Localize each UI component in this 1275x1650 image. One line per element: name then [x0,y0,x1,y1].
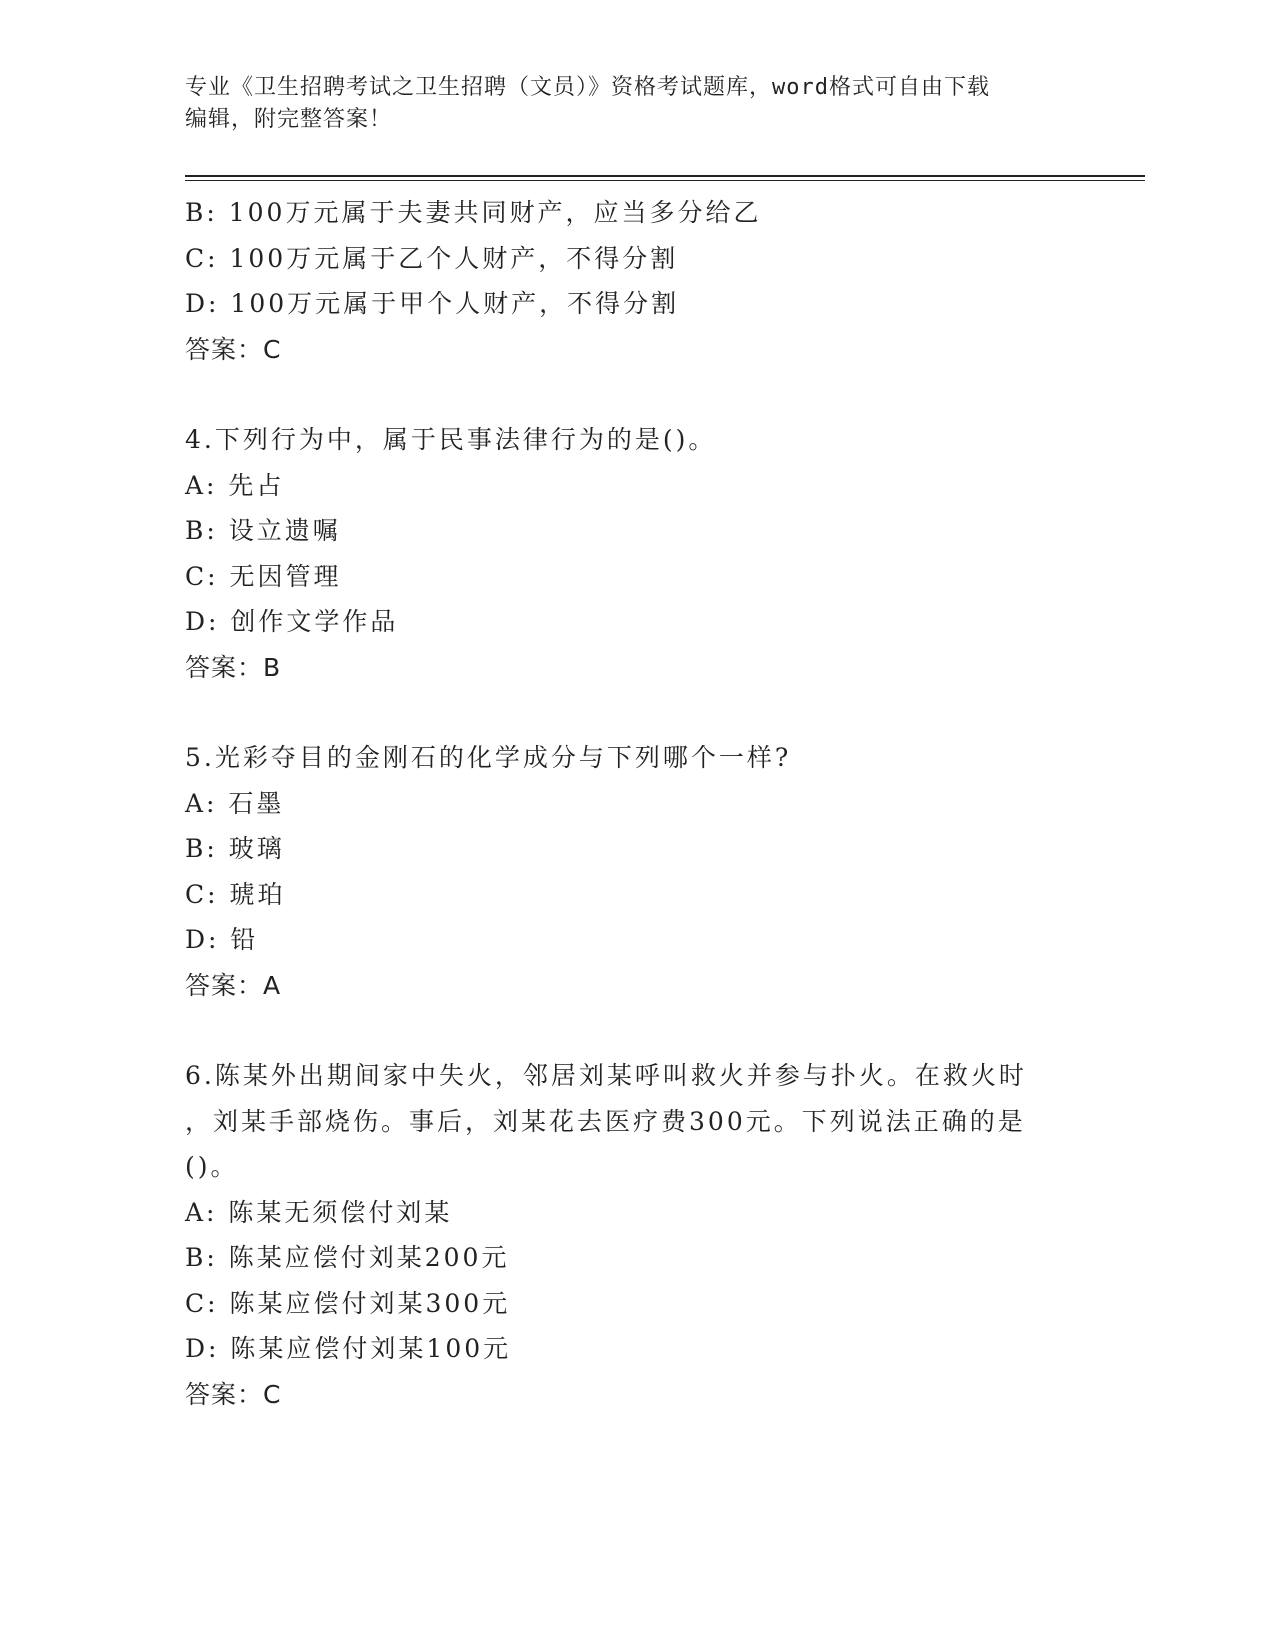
option-d: D: 100万元属于甲个人财产，不得分割 [185,289,680,318]
option-a: A: 先占 [185,470,285,500]
option-b: B: 100万元属于夫妻共同财产，应当多分给乙 [185,198,762,227]
question-text: 5.光彩夺目的金刚石的化学成分与下列哪个一样? [185,743,792,772]
question-5 [185,735,1085,1008]
question-text-line-1: 6.陈某外出期间家中失火，邻居刘某呼叫救火并参与扑火。在救火时 [185,1061,1027,1090]
answer: 答案：C [185,334,282,364]
option-a: A: 石墨 [185,788,285,818]
option-b: B: 陈某应偿付刘某200元 [185,1243,510,1272]
question-3 [185,190,1085,372]
question-text-line-3: ()。 [185,1152,239,1181]
header-divider-thick [185,175,1145,177]
option-c: C: 100万元属于乙个人财产，不得分割 [185,243,679,273]
answer: 答案：A [185,970,282,1000]
answer: 答案：B [185,652,282,682]
question-list [185,190,1085,1417]
header-divider-thin [185,180,1145,181]
document-header [185,72,1085,136]
answer: 答案：C [185,1379,282,1409]
option-b: B: 设立遗嘱 [185,516,341,545]
question-text: 4.下列行为中，属于民事法律行为的是()。 [185,425,717,454]
option-b: B: 玻璃 [185,834,285,863]
option-c: C: 陈某应偿付刘某300元 [185,1288,511,1318]
option-d: D: 陈某应偿付刘某100元 [185,1334,512,1363]
header-line-2: 编辑，附完整答案！ [185,107,393,132]
spacer [185,372,1085,417]
question-text-line-2: ，刘某手部烧伤。事后，刘某花去医疗费300元。下列说法正确的是 [185,1106,1026,1136]
option-c: C: 琥珀 [185,879,286,909]
header-line-1: 专业《卫生招聘考试之卫生招聘（文员）》资格考试题库，word格式可自由下载 [185,75,990,100]
question-6 [185,1053,1085,1417]
option-c: C: 无因管理 [185,561,342,591]
option-d: D: 创作文学作品 [185,607,399,636]
option-d: D: 铅 [185,925,259,954]
spacer [185,690,1085,735]
question-4 [185,417,1085,690]
spacer [185,1008,1085,1053]
option-a: A: 陈某无须偿付刘某 [185,1197,453,1227]
